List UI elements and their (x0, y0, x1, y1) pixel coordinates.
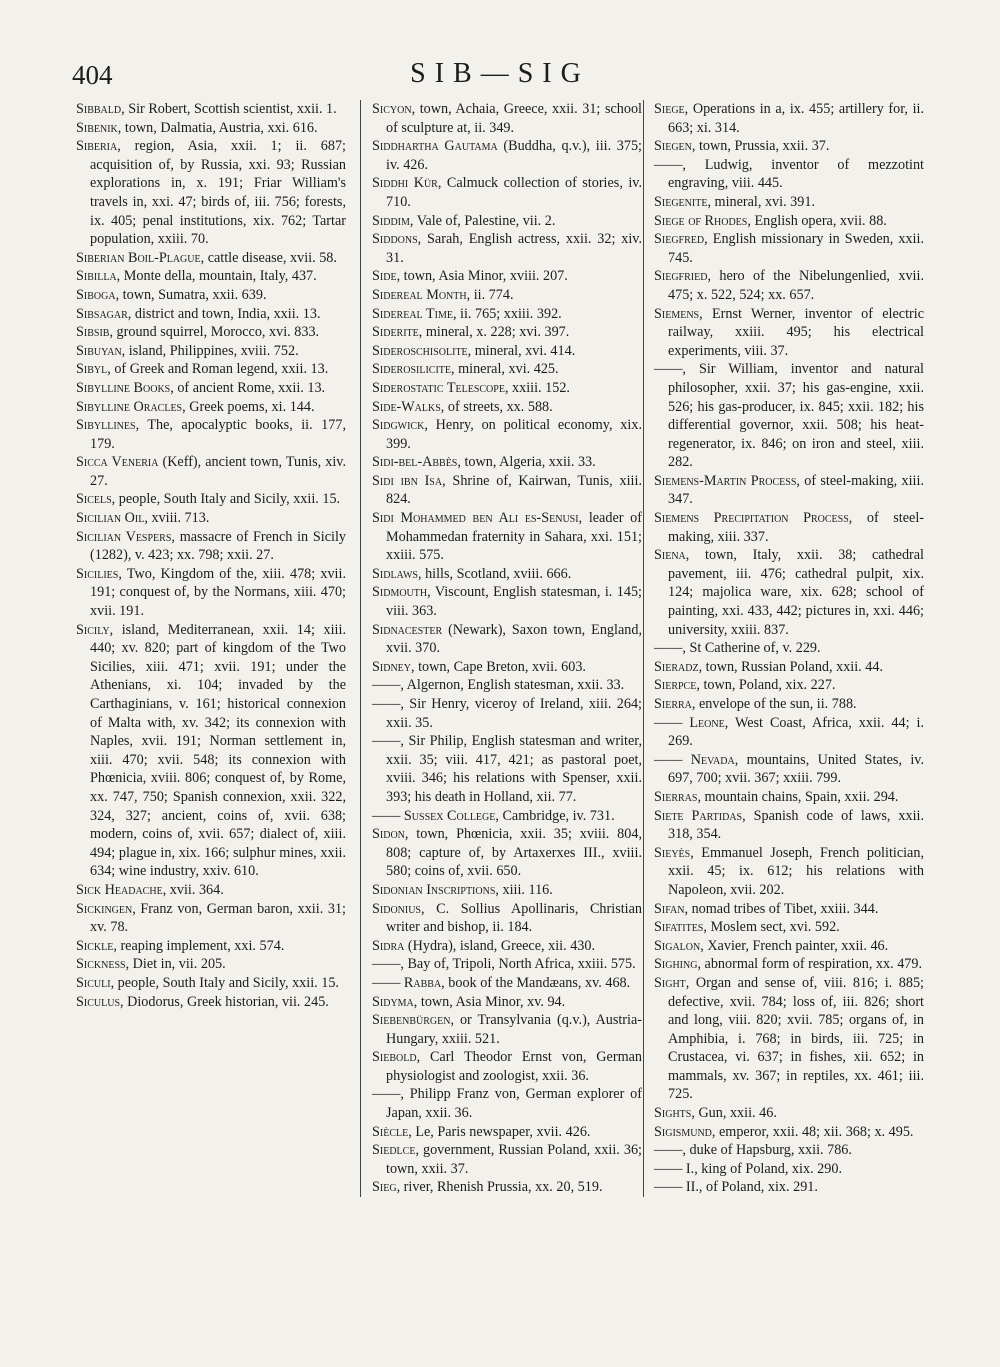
entry-headword: Siegfried (654, 268, 708, 285)
entry-headword: Side-Walks (372, 398, 441, 415)
index-entry (76, 286, 346, 305)
index-entry (654, 695, 924, 714)
entry-text: , St Catherine of, v. 229. (682, 640, 821, 657)
index-entry (654, 918, 924, 937)
entry-headword: —— II. (654, 1179, 699, 1196)
entry-headword: Siegen (654, 138, 692, 155)
index-entry (372, 1178, 642, 1197)
entry-headword: Siculus (76, 993, 121, 1010)
index-entry (654, 305, 924, 361)
entry-text: , town, Algeria, xxii. 33. (457, 454, 596, 471)
entry-text: (Buddha, q.v.), iii. 375; iv. 426. (386, 138, 643, 173)
entry-text: , massacre of French in Sicily (1282), v. 423; xx. 798; xxii. 27. (90, 528, 346, 564)
entry-headword: Sigalon (654, 937, 701, 954)
entry-headword: Sidmouth (372, 584, 428, 601)
index-entry (654, 844, 924, 900)
index-entry (372, 212, 642, 231)
entry-headword: —— (372, 956, 401, 973)
entry-headword: Siddhi Kür (372, 175, 438, 192)
entry-headword: Sickle (76, 937, 114, 954)
entry-headword: —— (654, 640, 683, 657)
index-entry (372, 472, 642, 509)
index-entry (76, 323, 346, 342)
entry-text: , mountain chains, Spain, xxii. 294. (697, 788, 899, 805)
entry-headword: —— (372, 1086, 401, 1103)
entry-headword: Sight (654, 974, 686, 991)
entry-headword: Sicilian Oil (76, 510, 145, 527)
entry-headword: Sibylline Books (76, 379, 171, 396)
index-entry (654, 509, 924, 546)
entry-headword: Sibenik (76, 119, 118, 136)
entry-text: , Vale of, Palestine, vii. 2. (409, 212, 556, 229)
entry-text: , C. Sollius Apollinaris, Christian writer and bishop, ii. 184. (386, 900, 642, 936)
index-entry (654, 788, 924, 807)
index-entry (372, 453, 642, 472)
entry-headword: Siete Partidas (654, 807, 743, 824)
entry-text: , town, Achaia, Greece, xxii. 31; school of sculpture at, ii. 349. (386, 101, 642, 136)
entry-headword: Siddons (372, 231, 418, 248)
entry-text: , Diet in, vii. 205. (125, 956, 226, 973)
entry-headword: Siderite (372, 324, 419, 341)
entry-text: , hills, Scotland, xviii. 666. (417, 565, 572, 582)
entry-headword: Sicilian Vespers (76, 528, 172, 545)
entry-text: , region, Asia, xxii. 1; ii. 687; acquisition of, by Russia, xxi. 93; Russian explorations in, x. 191; Friar William's travels in, xxi. 47; birds of, iii. 756; forests, ix. 405; penal institutions, xix. 762; Tartar population, xxiii. 70. (90, 138, 346, 248)
entry-headword: Sibsib (76, 324, 110, 341)
entry-text: , ii. 774. (466, 286, 514, 303)
index-entry (76, 267, 346, 286)
entry-headword: Siculi (76, 974, 111, 991)
entry-headword: —— (654, 156, 683, 173)
index-entry (372, 342, 642, 361)
index-entry (372, 360, 642, 379)
entry-headword: Siegfred (654, 231, 705, 248)
entry-text: , mineral, xvi. 414. (467, 342, 576, 359)
index-entry (654, 955, 924, 974)
entry-headword: —— (372, 733, 401, 750)
entry-headword: Sick Headache (76, 881, 163, 898)
entry-headword: Sidi-bel-Abbès (372, 454, 458, 471)
entry-text: , English missionary in Sweden, xxii. 745. (668, 231, 924, 266)
entry-text: , town, Prussia, xxii. 37. (691, 138, 830, 155)
index-entry (372, 398, 642, 417)
entry-headword: Siècle (372, 1123, 409, 1140)
entry-text: , district and town, India, xxii. 13. (127, 305, 321, 322)
entry-headword: Sidi Mohammed ben Ali es-Senusi (372, 510, 579, 527)
entry-text: (Newark), Saxon town, England, xvii. 370. (386, 621, 642, 657)
entry-text: , Xavier, French painter, xxii. 46. (700, 937, 889, 954)
index-entry (654, 900, 924, 919)
index-entry (372, 937, 642, 956)
index-entry (372, 305, 642, 324)
entry-headword: Sicca Veneria (76, 454, 159, 471)
entry-headword: Siderostatic Telescope (372, 379, 505, 396)
index-entry (76, 509, 346, 528)
entry-headword: —— I. (654, 1160, 695, 1177)
index-entry (654, 639, 924, 658)
entry-headword: Sickingen (76, 900, 133, 917)
entry-headword: Sicyon (372, 101, 412, 117)
index-entry (76, 360, 346, 379)
index-entry (76, 881, 346, 900)
entry-text: , Greek poems, xi. 144. (182, 398, 315, 415)
entry-headword: Sicels (76, 491, 112, 508)
running-head: SIB—SIG (410, 58, 590, 89)
entry-text: , mineral, xvi. 391. (707, 193, 816, 210)
entry-text: , Algernon, English statesman, xxii. 33. (400, 677, 625, 694)
entry-text: , xvii. 364. (162, 881, 224, 898)
index-entry (76, 416, 346, 453)
entry-text: , town, Sumatra, xxii. 639. (115, 286, 267, 303)
index-entry (372, 974, 642, 993)
index-entry (654, 1104, 924, 1123)
entry-headword: Siberian Boil-Plague (76, 249, 201, 266)
entry-text: , Gun, xxii. 46. (691, 1105, 777, 1122)
entry-headword: Sidi ibn Isa (372, 472, 443, 489)
index-entry (372, 825, 642, 881)
entry-headword: Siddim (372, 212, 410, 229)
index-column-1 (76, 100, 346, 1011)
entry-headword: Sidon (372, 826, 405, 843)
index-entry (654, 1178, 924, 1197)
entry-headword: —— Nevada (654, 751, 735, 768)
entry-text: , xviii. 713. (144, 510, 210, 527)
index-entry (76, 137, 346, 249)
index-entry (654, 807, 924, 844)
entry-headword: —— (372, 677, 401, 694)
index-entry (76, 305, 346, 324)
entry-headword: Siderosilicite (372, 361, 451, 378)
entry-text: , town, Phœnicia, xxii. 35; xviii. 804, 808; capture of, by Artaxerxes III., xviii. 580; coins of, xvii. 650. (386, 826, 642, 880)
index-entry (372, 379, 642, 398)
entry-headword: Sideroschisolite (372, 342, 468, 359)
index-entry (76, 490, 346, 509)
index-column-3 (643, 100, 924, 1197)
index-entry (372, 1085, 642, 1122)
entry-headword: —— Sussex College (372, 807, 496, 824)
entry-headword: Sidra (372, 937, 405, 954)
entry-headword: Sidney (372, 658, 411, 675)
entry-text: , ii. 765; xxiii. 392. (452, 305, 562, 322)
index-entry (372, 1141, 642, 1178)
index-entry (654, 360, 924, 472)
index-entry (76, 993, 346, 1012)
index-entry (76, 100, 346, 119)
index-entry (372, 416, 642, 453)
entry-headword: Siegenite (654, 193, 708, 210)
entry-text: , Le, Paris newspaper, xvii. 426. (408, 1123, 591, 1140)
entry-headword: Sibuyan (76, 342, 122, 359)
entry-text: , reaping implement, xxi. 574. (113, 937, 285, 954)
entry-text: , of steel-making, xiii. 337. (668, 510, 924, 545)
entry-headword: Sigismund (654, 1123, 712, 1140)
entry-text: , island, Philippines, xviii. 752. (121, 342, 299, 359)
entry-headword: Sibyl (76, 361, 108, 378)
index-entry (654, 1141, 924, 1160)
entry-headword: Sibsagar (76, 305, 128, 322)
entry-headword: —— Rabba (372, 974, 442, 991)
index-entry (654, 1160, 924, 1179)
page-number: 404 (72, 60, 113, 90)
entry-text: , emperor, xxii. 48; xii. 368; x. 495. (711, 1123, 914, 1140)
index-entry (76, 974, 346, 993)
entry-headword: Sighing (654, 956, 698, 973)
index-entry (372, 1123, 642, 1142)
index-entry (372, 807, 642, 826)
entry-text: , town, Italy, xxii. 38; cathedral pavement, iii. 476; cathedral pulpit, xix. 124; majolica ware, xix. 628; school of painting, xxi. 433, 442; pictures in, xxi. 446; university, xxiii. 837. (668, 547, 924, 638)
entry-text: , Sir William, inventor and natural philosopher, xxii. 37; his gas-engine, xxii. 526; his gas-producer, ix. 845; xxii. 182; his differential governor, xxii. 508; his heat-regenerator, ix. 846; on iron and steel, xiii. 282. (668, 361, 924, 471)
index-entry (372, 174, 642, 211)
index-entry (654, 714, 924, 751)
entry-text: , king of Poland, xix. 290. (694, 1160, 842, 1177)
index-entry (654, 676, 924, 695)
entry-headword: Sibyllines (76, 417, 136, 434)
entry-text: , leader of Mohammedan fraternity in Sahara, xxi. 151; xxiii. 575. (386, 510, 642, 564)
index-entry (76, 119, 346, 138)
entry-headword: Sidonius (372, 900, 421, 917)
index-entry (654, 658, 924, 677)
entry-headword: Siena (654, 547, 686, 564)
index-entry (372, 676, 642, 695)
entry-text: , Viscount, English statesman, i. 145; viii. 363. (386, 584, 642, 620)
entry-text: , town, Russian Poland, xxii. 44. (698, 658, 884, 675)
index-entry (76, 955, 346, 974)
entry-headword: —— (654, 361, 683, 378)
entry-headword: Sieyès (654, 844, 691, 861)
index-entry (372, 993, 642, 1012)
index-entry (372, 286, 642, 305)
entry-text: , Sir Robert, Scottish scientist, xxii. 1. (121, 101, 337, 117)
entry-headword: Sidereal Month (372, 286, 467, 303)
entry-text: , The, apocalyptic books, ii. 177, 179. (90, 417, 346, 452)
entry-text: , Sir Henry, viceroy of Ireland, xiii. 264; xxii. 35. (386, 696, 642, 731)
index-entry (76, 398, 346, 417)
entry-text: , xiii. 116. (495, 881, 553, 898)
entry-headword: Siemens-Martin Process (654, 472, 797, 489)
index-entry (372, 267, 642, 286)
entry-text: , Moslem sect, xvi. 592. (703, 919, 840, 936)
entry-text: , mineral, xvi. 425. (451, 361, 559, 378)
index-entry (76, 249, 346, 268)
entry-headword: Sidlaws (372, 565, 418, 582)
entry-headword: Siboga (76, 286, 116, 303)
entry-text: , Sarah, English actress, xxii. 32; xiv. 31. (386, 231, 642, 266)
entry-headword: Siemens (654, 305, 700, 322)
entry-headword: Sieg (372, 1179, 397, 1196)
entry-headword: Sidereal Time (372, 305, 453, 322)
index-column-2 (360, 100, 642, 1197)
entry-text: , Two, Kingdom of the, xiii. 478; xvii. 191; conquest of, by the Normans, xiii. 470; xvii. 191. (90, 565, 346, 620)
entry-text: , xxiii. 152. (504, 379, 570, 396)
index-entry (76, 900, 346, 937)
index-entry (372, 1048, 642, 1085)
entry-text: , Operations in a, ix. 455; artillery for, ii. 663; xi. 314. (668, 101, 924, 136)
entry-text: , cattle disease, xvii. 58. (200, 249, 337, 266)
index-entry (372, 323, 642, 342)
entry-text: , government, Russian Poland, xxii. 36; town, xxii. 37. (386, 1142, 642, 1177)
entry-text: , Ludwig, inventor of mezzotint engraving, viii. 445. (668, 156, 924, 192)
entry-text: , of steel-making, xiii. 347. (668, 472, 924, 508)
index-entry (76, 621, 346, 881)
index-entry (372, 1011, 642, 1048)
index-entry (654, 546, 924, 639)
index-entry (654, 100, 924, 137)
entry-text: , duke of Hapsburg, xxii. 786. (682, 1142, 852, 1159)
entry-text: , Calmuck collection of stories, iv. 710. (386, 175, 643, 210)
index-entry (372, 137, 642, 174)
entry-headword: Sieradz (654, 658, 699, 675)
entry-headword: Siege (654, 101, 685, 117)
entry-headword: Sights (654, 1105, 692, 1122)
entry-text: , Carl Theodor Ernst von, German physiologist and zoologist, xxii. 36. (386, 1049, 642, 1084)
entry-text: (Keff), ancient town, Tunis, xiv. 27. (90, 454, 346, 489)
entry-text: , town, Asia Minor, xviii. 207. (396, 268, 568, 285)
entry-text: , town, Asia Minor, xv. 94. (413, 993, 566, 1010)
entry-text: , Bay of, Tripoli, North Africa, xxiii. 575. (400, 956, 636, 973)
entry-text: , of streets, xx. 588. (440, 398, 553, 415)
entry-text: , English opera, xvii. 88. (747, 212, 887, 229)
index-entry (76, 342, 346, 361)
entry-text: , Shrine of, Kairwan, Tunis, xiii. 824. (386, 472, 642, 508)
entry-text: , of ancient Rome, xxii. 13. (170, 379, 326, 396)
entry-text: , mineral, x. 228; xvi. 397. (418, 324, 570, 341)
entry-text: , island, Mediterranean, xxii. 14; xiii. 440; xv. 820; part of kingdom of the Two Sicilies, xiii. 471; xvii. 191; under the Athenians, xi. 104; invaded by the Carthaginians, v. 161; historical connexion of Malta with, xv. 342; its connexion with Naples, xvii. 191; Norman settlement in, xiii. 470; xvii. 548; its connexion with Phœnicia, xviii. 806; conquest of, by Rome, xx. 747, 750; Spanish connexion, xxii. 322, 324, 327; ancient, coins of, xvii. 638; modern, coins of, xvii. 657; dialect of, xiii. 494; plague in, xix. 166; sulphur mines, xxii. 634; wine industry, xxiv. 610. (90, 621, 346, 880)
entry-text: , hero of the Nibelungenlied, xvii. 475; x. 522, 524; xx. 657. (668, 268, 924, 303)
entry-text: , Ernst Werner, inventor of electric railway, xxiii. 495; his electrical experiments, viii. 37. (668, 305, 924, 359)
index-entry (654, 156, 924, 193)
index-entry (372, 230, 642, 267)
index-entry (372, 565, 642, 584)
entry-headword: Sibylline Oracles (76, 398, 183, 415)
index-entry (76, 937, 346, 956)
index-entry (654, 472, 924, 509)
entry-text: , Franz von, German baron, xxii. 31; xv. 78. (90, 900, 346, 936)
entry-text: , Emmanuel Joseph, French politician, xxii. 45; ix. 612; his relations with Napoleon, xvii. 202. (668, 844, 924, 898)
index-entry (372, 100, 642, 137)
index-entry (654, 1123, 924, 1142)
entry-text: , Philipp Franz von, German explorer of Japan, xxii. 36. (386, 1086, 642, 1122)
index-entry (372, 621, 642, 658)
entry-text: , abnormal form of respiration, xx. 479. (697, 956, 923, 973)
entry-headword: Sierra (654, 696, 692, 712)
entry-headword: Sicily (76, 621, 110, 638)
index-entry (372, 732, 642, 806)
index-entry (372, 881, 642, 900)
entry-headword: —— (654, 1142, 683, 1159)
entry-headword: Siebenbürgen (372, 1012, 451, 1029)
index-entry (372, 695, 642, 732)
index-entry (76, 453, 346, 490)
entry-headword: Sierpce (654, 677, 697, 694)
entry-text: , river, Rhenish Prussia, xx. 20, 519. (396, 1179, 603, 1196)
index-entry (654, 212, 924, 231)
entry-headword: Sidgwick (372, 417, 425, 434)
entry-headword: —— (372, 696, 401, 712)
entry-text: , people, South Italy and Sicily, xxii. 15. (111, 491, 341, 508)
entry-text: , of Poland, xix. 291. (698, 1179, 818, 1196)
entry-text: , Organ and sense of, viii. 816; i. 885; defective, xvii. 784; loss of, iii. 826; short and long, viii. 820; xvii. 785; organs of, in Amphibia, i. 768; in birds, iii. 725; in Crustacea, vi. 637; in fishes, xii. 652; in mammals, xv. 367; in reptiles, xx. 461; iii. 725. (668, 974, 924, 1103)
entry-headword: Sickness (76, 956, 126, 973)
entry-headword: —— Leone (654, 714, 725, 731)
index-entry (372, 509, 642, 565)
entry-text: (Hydra), island, Greece, xii. 430. (404, 937, 596, 954)
index-entry (372, 955, 642, 974)
entry-headword: Siege of Rhodes (654, 212, 748, 229)
entry-headword: Sifan (654, 900, 685, 917)
index-entry (372, 900, 642, 937)
entry-text: , town, Dalmatia, Austria, xxi. 616. (117, 119, 318, 136)
entry-text: , nomad tribes of Tibet, xxiii. 344. (684, 900, 879, 917)
entry-text: , town, Cape Breton, xvii. 603. (411, 658, 586, 675)
entry-text: , envelope of the sun, ii. 788. (691, 696, 857, 712)
entry-headword: Sifatites (654, 919, 704, 936)
entry-text: , Sir Philip, English statesman and writer, xxii. 35; viii. 417, 421; as pastoral poet, xviii. 346; his relations with Spenser, xxii. 393; his death in Holland, xii. 77. (386, 733, 642, 805)
entry-text: , Henry, on political economy, xix. 399. (386, 417, 642, 452)
entry-headword: Sicilies (76, 565, 119, 582)
index-entry (654, 193, 924, 212)
entry-text: , West Coast, Africa, xxii. 44; i. 269. (668, 714, 924, 750)
entry-text: , town, Poland, xix. 227. (696, 677, 836, 694)
entry-headword: Sibbald (76, 101, 122, 117)
entry-text: , book of the Mandæans, xv. 468. (441, 974, 631, 991)
index-entry (654, 267, 924, 304)
entry-headword: Sidyma (372, 993, 414, 1010)
entry-headword: Siberia (76, 138, 118, 155)
index-entry (372, 583, 642, 620)
entry-text: , Spanish code of laws, xxii. 318, 354. (668, 807, 925, 843)
entry-headword: Sidonian Inscriptions (372, 881, 496, 898)
entry-text: , Monte della, mountain, Italy, 437. (116, 268, 317, 285)
entry-headword: Siebold (372, 1049, 417, 1066)
entry-text: , Cambridge, iv. 731. (495, 807, 615, 824)
entry-headword: Siemens Precipitation Process (654, 510, 849, 527)
index-entry (372, 658, 642, 677)
entry-text: , of Greek and Roman legend, xxii. 13. (107, 361, 329, 378)
entry-headword: Sibilla (76, 268, 117, 285)
entry-text: , ground squirrel, Morocco, xvi. 833. (109, 324, 320, 341)
index-entry (654, 137, 924, 156)
index-entry (76, 565, 346, 621)
index-entry (654, 937, 924, 956)
index-entry (654, 230, 924, 267)
entry-headword: Side (372, 268, 397, 285)
index-entry (654, 751, 924, 788)
index-entry (76, 379, 346, 398)
entry-text: , Diodorus, Greek historian, vii. 245. (120, 993, 329, 1010)
entry-text: , people, South Italy and Sicily, xxii. 15. (110, 974, 339, 991)
entry-headword: Sidnacester (372, 621, 443, 638)
index-columns (76, 100, 928, 1350)
index-entry (654, 974, 924, 1104)
index-entry (76, 528, 346, 565)
entry-headword: Siedlce (372, 1142, 416, 1159)
entry-text: , mountains, United States, iv. 697, 700; xvii. 367; xxiii. 799. (668, 751, 925, 787)
entry-text: , or Transylvania (q.v.), Austria-Hungary, xxiii. 521. (386, 1012, 642, 1047)
entry-headword: Siddhartha Gautama (372, 138, 498, 155)
entry-headword: Sierras (654, 788, 698, 805)
